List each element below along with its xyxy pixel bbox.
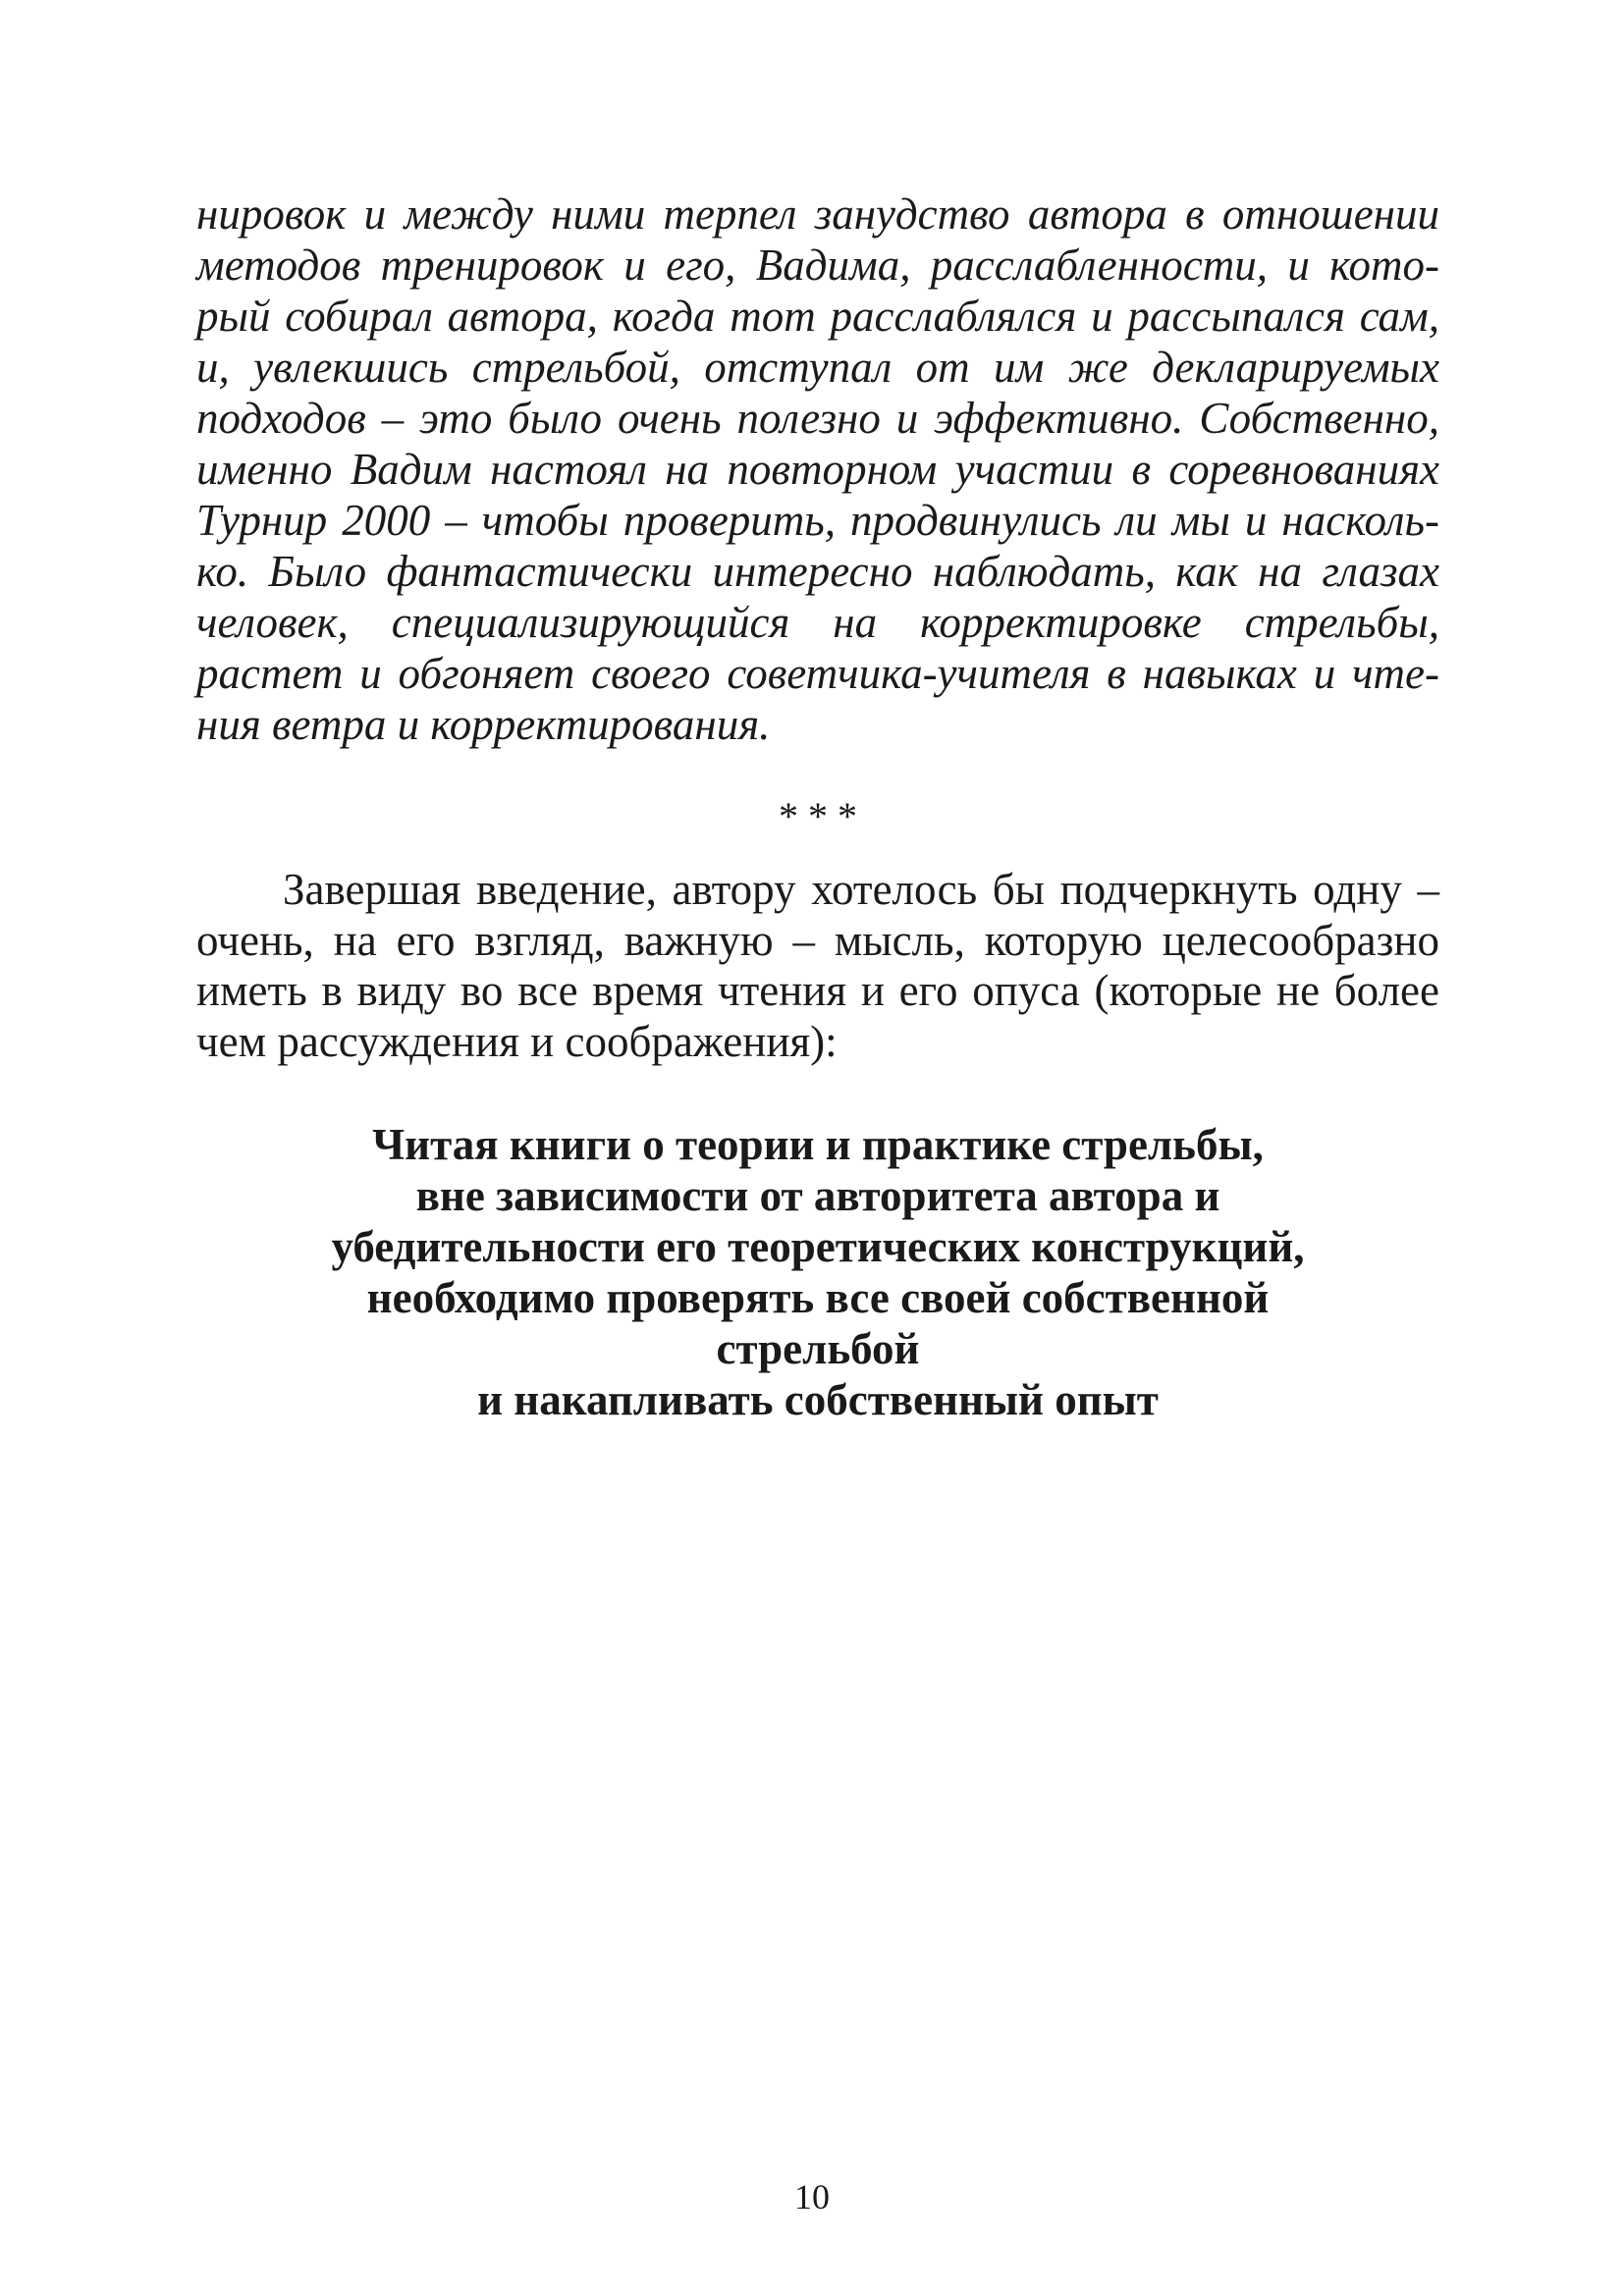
text-line: рый собирал автора, когда тот расслаблялся и рассыпался сам, xyxy=(196,292,1439,341)
text-line: необходимо проверять все своей собственной xyxy=(366,1273,1270,1322)
text-line: Завершая введение, автору хотелось бы подчеркнуть одну – xyxy=(283,865,1439,914)
text-line: и накапливать собственный опыт xyxy=(477,1375,1159,1424)
emphasis-statement xyxy=(196,1119,1439,1425)
text-line: нировок и между ними терпел занудство автора в отношении xyxy=(196,189,1439,239)
text-line: подходов – это было очень полезно и эффективно. Собственно, xyxy=(196,394,1439,443)
text-line: Читая книги о теории и практике стрельбы, xyxy=(372,1120,1264,1169)
text-line: убедительности его теоретических конструкций, xyxy=(331,1222,1305,1271)
page-number: 10 xyxy=(794,2177,830,2216)
text-line: вне зависимости от авторитета автора и xyxy=(415,1171,1220,1220)
text-line: ко. Было фантастически интересно наблюдать, как на глазах xyxy=(196,547,1439,596)
text-line: Турнир 2000 – чтобы проверить, продвинулись ли мы и насколь- xyxy=(196,496,1439,545)
text-line: чем рассуждения и соображения): xyxy=(196,1016,838,1066)
text-line: ния ветра и корректирования. xyxy=(196,700,771,749)
text-line: очень, на его взгляд, важную – мысль, которую целесообразно xyxy=(196,915,1439,965)
text-line: методов тренировок и его, Вадима, расслабленности, и кото- xyxy=(196,240,1439,290)
section-separator: * * * xyxy=(779,794,857,838)
italic-paragraph xyxy=(196,188,1439,750)
text-line: и, увлекшись стрельбой, отступал от им же декларируемых xyxy=(196,343,1439,392)
text-line: растет и обгоняет своего советчика-учителя в навыках и чте- xyxy=(196,649,1439,698)
conclusion-paragraph xyxy=(196,865,1439,1067)
text-line: именно Вадим настоял на повторном участии в соревнованиях xyxy=(196,445,1439,494)
text-line: стрельбой xyxy=(716,1324,920,1373)
text-line: человек, специализирующийся на корректировке стрельбы, xyxy=(196,598,1439,647)
text-line: иметь в виду во все время чтения и его опуса (которые не более xyxy=(196,966,1439,1015)
